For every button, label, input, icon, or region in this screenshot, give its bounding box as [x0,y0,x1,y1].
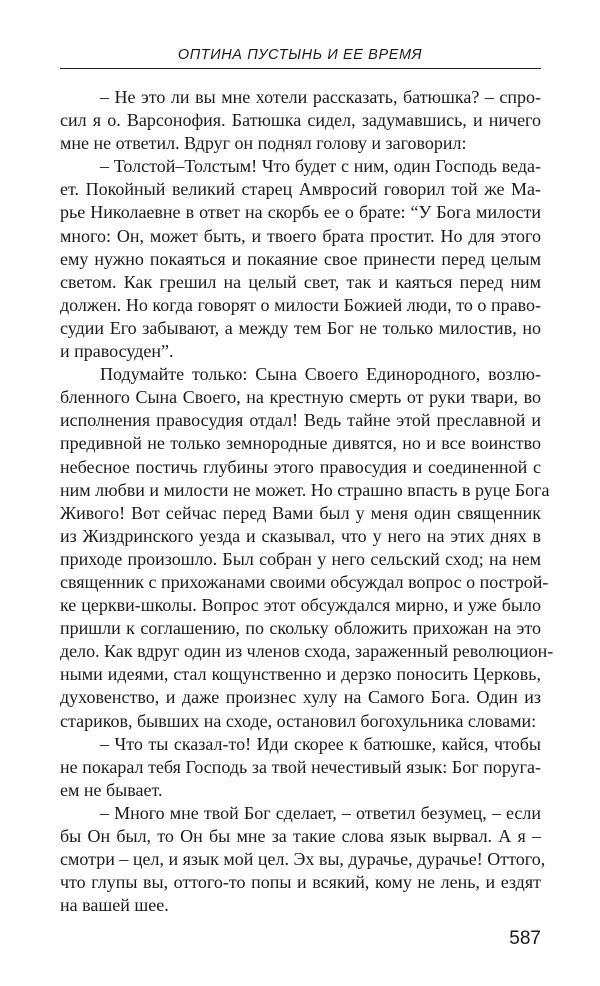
text-line: ему нужно покаяться и покаяние свое принести перед целым [60,248,541,269]
text-line: на вашей шее. [60,895,169,916]
text-line: ем не бывает. [60,779,163,800]
text-line: ет. Покойный великий старец Амвросий говорил той же Ма- [60,179,541,200]
text-line: приходе произошло. Был собран у него сельский сход; на нем [60,548,541,569]
body-text [60,86,554,917]
text-line: много: Он, может быть, и твоего брата простит. Но для этого [60,225,541,246]
header-rule [60,68,541,69]
text-line: рье Николаевне в ответ на скорбь ее о брате: “У Бога милости [60,202,541,223]
text-line: не покарал тебя Господь за твой нечестивый язык: Бог поруга- [60,756,541,777]
text-line: предивной не только земнородные дивятся, но и все воинство [60,433,541,454]
text-line: сил я о. Варсонофия. Батюшка сидел, задумавшись, и ничего [60,110,541,131]
text-line: смотри – цел, и язык мой цел. Эх вы, дурачье, дурачье! Оттого, [60,849,546,870]
text-line: бленного Сына Своего, на крестную смерть от руки твари, во [60,387,541,408]
text-line: светом. Как грешил на целый свет, так и каяться перед ним [60,271,541,292]
text-line: Живого! Вот сейчас перед Вами был у меня один священник [60,502,541,523]
text-line: ке церкви-школы. Вопрос этот обсуждался мирно, и уже было [60,595,541,616]
text-line: и правосуден”. [60,341,174,362]
text-line: бы Он был, то Он бы мне за такие слова язык вырвал. А я – [60,826,541,846]
text-line: что глупы вы, оттого-то попы и всякий, кому не лень, и ездят [60,872,541,893]
page-number: 587 [509,928,541,949]
text-line: ним любви и милости не может. Но страшно впасть в руце Бога [60,479,550,500]
text-line: – Не это ли вы мне хотели рассказать, батюшка? – спро- [100,87,541,107]
text-line: – Что ты сказал-то! Иди скорее к батюшке, кайся, чтобы [100,733,541,754]
text-line: мне не ответил. Вдруг он поднял голову и заговорил: [60,133,467,154]
text-line: священник с прихожанами своими обсуждал вопрос о построй- [60,571,549,592]
paragraph [60,155,541,363]
paragraph [60,363,554,733]
paragraph [60,733,541,802]
text-line: пришли к соглашению, по скольку обложить прихожан на это [60,618,541,639]
text-line: – Много мне твой Бог сделает, – ответил безумец, – если [100,802,541,823]
text-line: ными идеями, стал кощунственно и дерзко поносить Церковь, [60,664,541,685]
text-line: Подумайте только: Сына Своего Единородного, возлю- [100,364,541,385]
text-line: дело. Как вдруг один из членов схода, зараженный революцион- [60,641,554,662]
paragraph [60,86,541,155]
paragraph [60,802,546,917]
text-line: должен. Но когда говорят о милости Божией люди, то о право- [60,294,541,315]
text-line: исполнения правосудия отдал! Ведь тайне этой преславной и [60,410,541,431]
text-line: духовенство, и даже произнес хулу на Самого Бога. Один из [60,687,541,708]
text-line: судии Его забывают, а между тем Бог не только милостив, но [60,317,541,338]
text-line: – Толстой–Толстым! Что будет с ним, один Господь веда- [100,156,541,177]
text-line: стариков, бывших на сходе, остановил богохульника словами: [60,710,537,731]
running-head: ОПТИНА ПУСТЫНЬ И ЕЕ ВРЕМЯ [177,47,423,63]
text-line: из Жиздринского уезда и сказывал, что у него на этих днях в [60,525,541,546]
text-line: небесное постичь глубины этого правосудия и соединенной с [60,456,541,477]
